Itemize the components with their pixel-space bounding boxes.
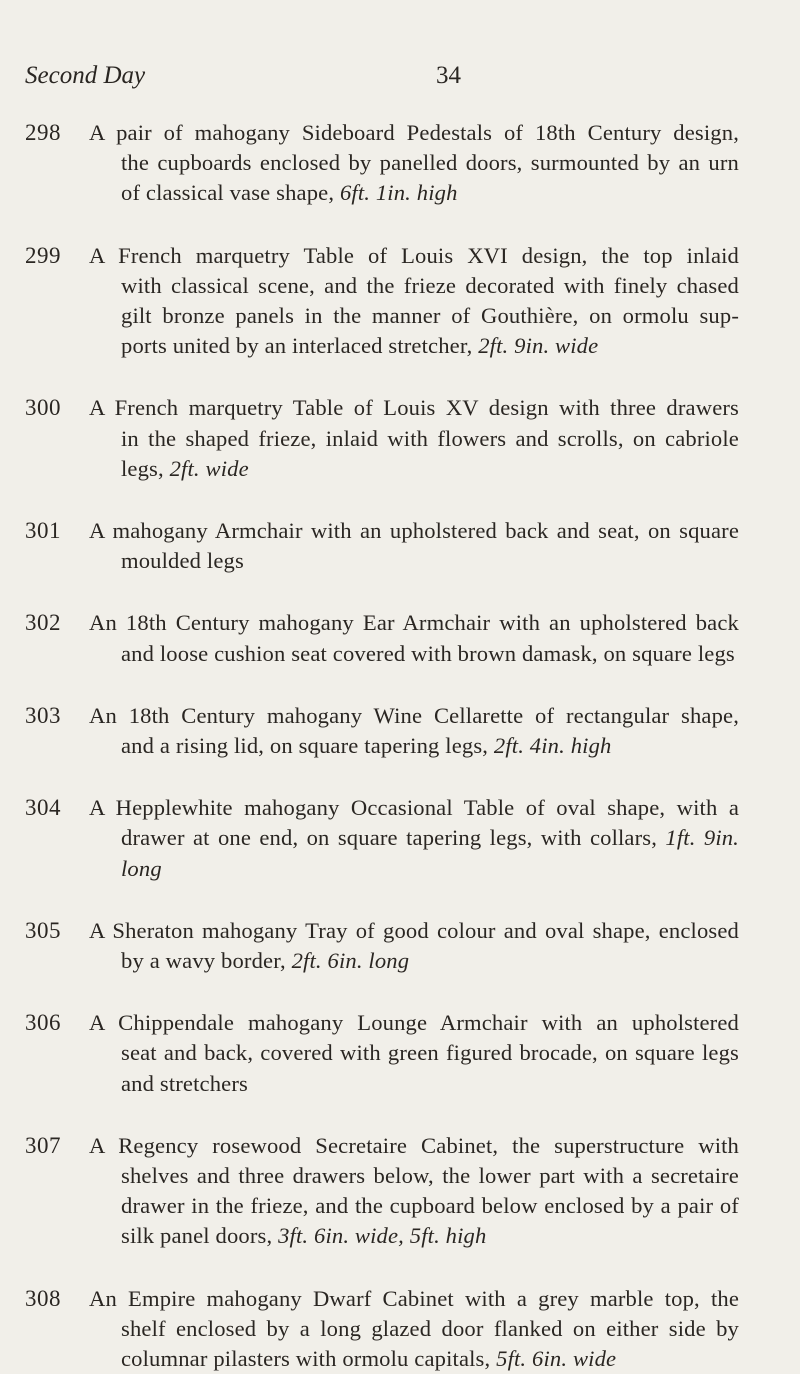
lot-number: 302	[25, 610, 61, 636]
page-number: 34	[436, 62, 461, 89]
lot-first-line: An 18th Century mahogany Wine Cellarette of rectangular shape,	[89, 702, 739, 728]
lot-description	[89, 701, 739, 761]
lot-number: 299	[25, 242, 61, 268]
lot-description-continued	[89, 946, 739, 976]
lot-number: 304	[25, 795, 61, 821]
lot-description-continued	[89, 639, 739, 669]
lot-description-text: and loose cushion seat covered with brown damask, on square legs	[121, 640, 735, 666]
lot-description-text: by a wavy border,	[121, 948, 286, 974]
lot-first-line: An 18th Century mahogany Ear Armchair with an upholstered back	[89, 610, 739, 636]
lot-description-continued	[89, 271, 739, 362]
section-title: Second Day	[25, 62, 146, 89]
lot-description-continued	[89, 823, 739, 883]
lot-dimensions: 5ft. 6in. wide	[496, 1346, 617, 1372]
lot-number: 308	[25, 1285, 61, 1311]
lot-first-line: A French marquetry Table of Louis XV design with three drawers	[89, 395, 739, 421]
lot-dimensions: 2ft. wide	[169, 455, 249, 481]
lot-description-text: with classical scene, and the frieze decorated with finely chased gilt bronze panels in the manner of Gouthière, on ormolu sup- ports united by an interlaced stretcher,	[121, 272, 739, 359]
lot-dimensions: 1ft. 9in. long	[121, 825, 739, 881]
lot-first-line: A Regency rosewood Secretaire Cabinet, the superstructure with	[89, 1132, 739, 1158]
lot-description-continued	[89, 424, 739, 484]
lot-number: 307	[25, 1132, 61, 1158]
lot-number: 305	[25, 917, 61, 943]
lot-first-line: A mahogany Armchair with an upholstered back and seat, on square	[89, 518, 739, 544]
lot-description	[89, 916, 739, 976]
lot-description-text: and a rising lid, on square tapering legs,	[121, 733, 489, 759]
lot-first-line: An Empire mahogany Dwarf Cabinet with a grey marble top, the	[89, 1285, 739, 1311]
lot-first-line: A pair of mahogany Sideboard Pedestals of 18th Century design,	[89, 120, 739, 145]
lot-description-continued	[89, 546, 739, 576]
lot-description-text: shelves and three drawers below, the lower part with a secretaire drawer in the frieze, and the cupboard below enclosed by a pair of silk panel doors,	[121, 1163, 739, 1249]
lot-description-text: drawer at one end, on square tapering legs, with collars,	[121, 825, 658, 851]
lot-description-text: moulded legs	[121, 548, 244, 574]
lot-first-line: A Sheraton mahogany Tray of good colour and oval shape, enclosed	[89, 917, 739, 943]
lot-description	[89, 241, 739, 362]
lot-number: 301	[25, 518, 61, 544]
lot-dimensions: 6ft. 1in. high	[339, 180, 458, 206]
lot-description	[89, 608, 739, 668]
lot-description-continued	[89, 1314, 739, 1374]
lot-description-continued	[89, 1161, 739, 1252]
lot-first-line: A French marquetry Table of Louis XVI design, the top inlaid	[89, 242, 739, 268]
lot-number: 306	[25, 1010, 61, 1036]
lot-description-continued	[89, 1038, 739, 1098]
lot-number: 300	[25, 395, 61, 421]
lot-description	[89, 118, 739, 209]
lot-description	[89, 393, 739, 484]
lot-description	[89, 516, 739, 576]
lot-description-text: in the shaped frieze, inlaid with flowers and scrolls, on cabriole legs,	[121, 425, 739, 481]
lot-description-text: seat and back, covered with green figured brocade, on square legs and stretchers	[121, 1040, 739, 1096]
lot-description-text: shelf enclosed by a long glazed door flanked on either side by columnar pilasters with ormolu capitals,	[121, 1315, 739, 1372]
lot-number: 298	[25, 120, 61, 145]
lot-description-text: the cupboards enclosed by panelled doors, surmounted by an urn of classical vase shape,	[121, 150, 739, 206]
lot-number: 303	[25, 702, 61, 728]
lot-first-line: A Hepplewhite mahogany Occasional Table of oval shape, with a	[89, 795, 739, 821]
lot-dimensions: 2ft. 4in. high	[493, 733, 612, 759]
lot-description	[89, 1008, 739, 1099]
lot-dimensions: 3ft. 6in. wide, 5ft. high	[278, 1223, 487, 1249]
page-header	[25, 62, 740, 92]
lot-first-line: A Chippendale mahogany Lounge Armchair with an upholstered	[89, 1010, 739, 1036]
lot-dimensions: 2ft. 9in. wide	[478, 333, 599, 359]
lot-description-continued	[89, 148, 739, 208]
lot-description	[89, 1131, 739, 1252]
lot-description-continued	[89, 731, 739, 761]
lot-description	[89, 793, 739, 884]
lot-description	[89, 1284, 739, 1374]
lot-dimensions: 2ft. 6in. long	[291, 948, 410, 974]
